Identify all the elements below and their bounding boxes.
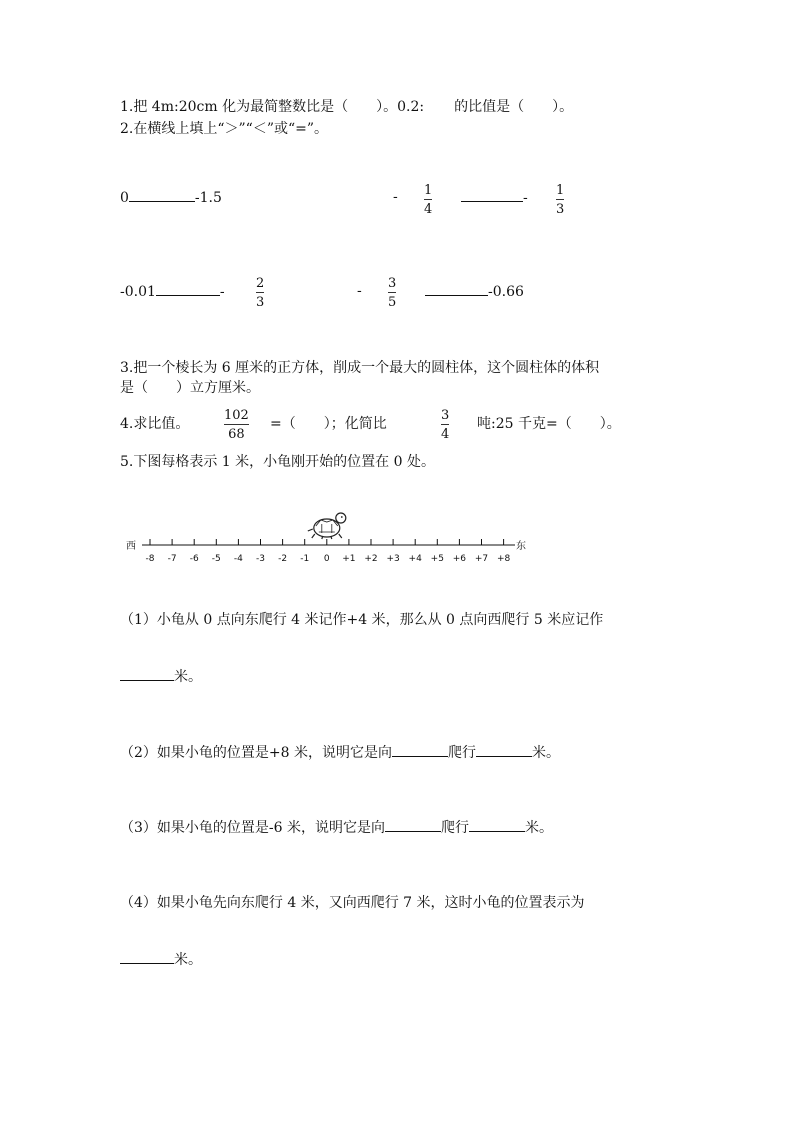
tick-label: +2	[364, 554, 378, 564]
fraction-numerator: 1	[424, 183, 433, 198]
answer-blank[interactable]	[129, 187, 195, 202]
tick-label: -2	[278, 554, 288, 564]
answer-blank-direction[interactable]	[385, 817, 441, 832]
q5-sub4-line-1: （4）如果小龟先向东爬行 4 米，又向西爬行 7 米，这时小龟的位置表示为	[120, 895, 585, 911]
answer-blank[interactable]	[425, 281, 488, 296]
question-3-line-1: 3.把一个棱长为 6 厘米的正方体，削成一个最大的圆柱体，这个圆柱体的体积	[120, 360, 600, 376]
question-2-title: 2.在横线上填上“＞”“＜”或“=”。	[120, 121, 329, 137]
tick-label: -7	[167, 554, 177, 564]
q4-fraction-2	[441, 408, 449, 442]
q2-row1-fraction-2	[556, 183, 564, 217]
fraction-denominator: 3	[556, 202, 565, 217]
q5-sub2	[120, 742, 560, 763]
q2-row1-left	[120, 187, 222, 208]
tick-label: -5	[211, 554, 221, 564]
tick-label: +1	[342, 554, 356, 564]
q5-sub3-text-c: 米。	[525, 820, 553, 836]
q2-row2-left	[120, 281, 225, 302]
q2-row2-right-group	[425, 281, 524, 302]
q2-row2-right-b: -0.66	[488, 284, 524, 300]
q2-row1-right-sign2: -	[523, 190, 528, 206]
tick-label: -1	[300, 554, 310, 564]
tick-label: +6	[452, 554, 467, 564]
q5-sub1-line-2	[120, 666, 202, 687]
fraction-numerator: 1	[556, 183, 565, 198]
q2-row2-fraction-left	[256, 276, 264, 310]
fraction-denominator: 5	[388, 295, 397, 310]
q5-sub2-text-c: 米。	[532, 745, 560, 761]
tick-label: -6	[189, 554, 199, 564]
fraction-numerator: 3	[441, 408, 450, 423]
q5-sub2-text-a: （2）如果小龟的位置是+8 米，说明它是向	[120, 745, 392, 761]
q2-row2-fraction-right	[388, 276, 396, 310]
fraction-denominator: 3	[256, 295, 265, 310]
question-1	[120, 97, 573, 117]
q5-sub3-text-a: （3）如果小龟的位置是-6 米，说明它是向	[120, 820, 385, 836]
q5-sub1-line-1: （1）小龟从 0 点向东爬行 4 米记作+4 米，那么从 0 点向西爬行 5 米应记作	[120, 612, 604, 628]
answer-blank[interactable]	[156, 281, 220, 296]
q1-text-b: 的比值是（ ）。	[454, 99, 574, 115]
tick-label: +5	[430, 554, 444, 564]
tick-label: +7	[474, 554, 489, 564]
q2-row2-right-sign: -	[357, 283, 362, 299]
q4-fraction-1	[224, 408, 249, 442]
fraction-numerator: 102	[224, 408, 249, 423]
question-5-intro: 5.下图每格表示 1 米，小龟刚开始的位置在 0 处。	[120, 454, 435, 470]
q1-text-a: 1.把 4m:20cm 化为最简整数比是（ ）。0.2:	[120, 99, 425, 115]
tick-label: 0	[323, 554, 330, 564]
east-label: 东	[516, 541, 526, 552]
q5-sub3	[120, 817, 553, 838]
answer-blank-distance[interactable]	[476, 742, 532, 757]
q2-row1-left-b: -1.5	[194, 190, 222, 206]
q2-row2-left-sign: -	[219, 284, 225, 300]
answer-blank-direction[interactable]	[392, 742, 448, 757]
q5-sub3-text-b: 爬行	[441, 820, 469, 836]
q5-sub4-unit: 米。	[174, 952, 202, 968]
q5-sub2-text-b: 爬行	[448, 745, 476, 761]
q2-row1-right-sign: -	[393, 189, 398, 205]
fraction-numerator: 2	[256, 276, 265, 291]
fraction-numerator: 3	[388, 276, 397, 291]
q2-row1-left-a: 0	[120, 190, 129, 206]
q4-text-b: =（ ）；化简比	[270, 416, 387, 432]
number-line	[120, 500, 540, 572]
q5-sub1-unit: 米。	[174, 669, 202, 685]
fraction-denominator: 4	[441, 427, 450, 442]
q2-row2-left-a: -0.01	[120, 284, 156, 300]
q2-row1-right-blank-group	[461, 187, 528, 208]
tick-label: -4	[233, 554, 243, 564]
tick-label: -8	[145, 554, 155, 564]
tick-label: -3	[256, 554, 265, 564]
turtle-icon	[308, 513, 346, 539]
west-label: 西	[126, 541, 136, 552]
fraction-denominator: 4	[424, 202, 433, 217]
question-3-line-2: 是（ ）立方厘米。	[120, 380, 260, 396]
answer-blank-distance[interactable]	[469, 817, 525, 832]
tick-label: +8	[496, 554, 511, 564]
q4-text-c: 吨:25 千克=（ ）。	[477, 416, 621, 432]
q2-row1-fraction-1	[424, 183, 432, 217]
tick-label: +3	[386, 554, 400, 564]
answer-blank[interactable]	[120, 666, 174, 681]
q5-sub4-line-2	[120, 949, 202, 970]
q4-text-a: 4.求比值。	[120, 416, 190, 432]
answer-blank[interactable]	[120, 949, 174, 964]
fraction-denominator: 68	[228, 427, 245, 442]
tick-label: +4	[408, 554, 422, 564]
answer-blank[interactable]	[461, 187, 523, 202]
